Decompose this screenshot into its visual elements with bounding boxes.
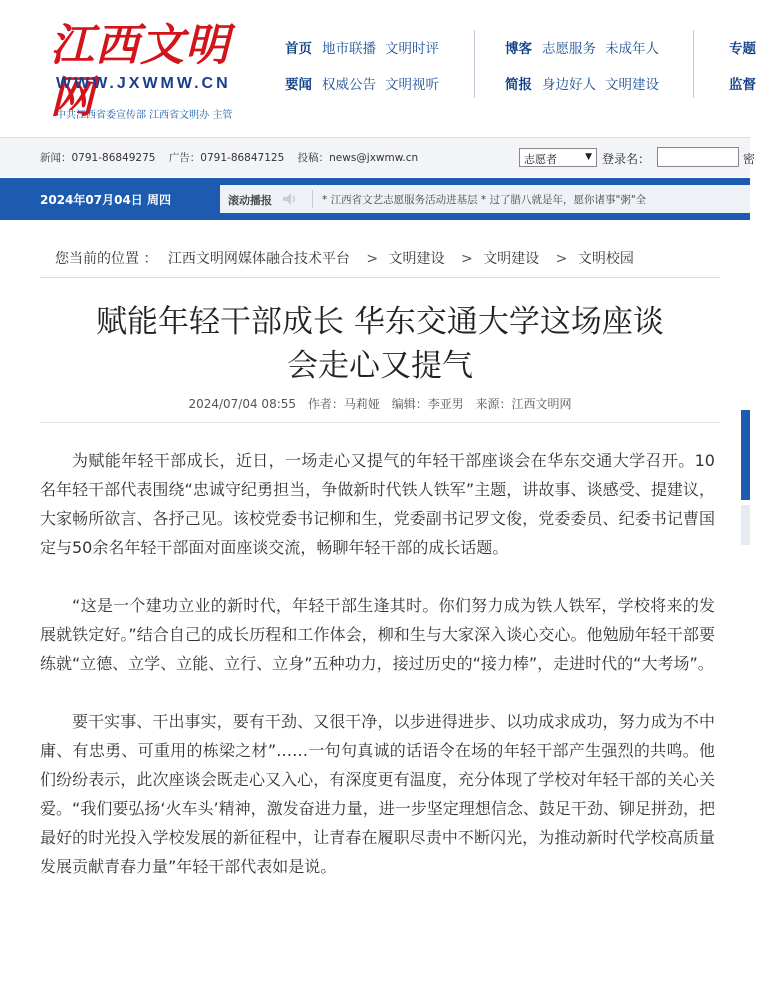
- nav-item-briefing[interactable]: 简报: [505, 77, 532, 93]
- breadcrumb-item[interactable]: 文明建设: [483, 251, 540, 267]
- nav-item-headlines[interactable]: 要闻: [285, 77, 312, 93]
- breadcrumb-item[interactable]: 文明校园: [577, 251, 634, 267]
- article-meta: [40, 395, 720, 412]
- article-paragraph: “这是一个建功立业的新时代，年轻干部生逢其时。你们努力成为铁人铁军，学校将来的发展就铁定好。”结合自己的成长历程和工作体会，柳和生与大家深入谈心交心。他勉励年轻干部要练就“立德、立学、立能、立行、立身”五种功力，接过历史的“接力棒”，走进时代的“大考场”。: [40, 596, 715, 673]
- password-label: 密: [743, 152, 756, 166]
- nav-item-topics[interactable]: 专题: [729, 41, 756, 57]
- nav-item-volunteer[interactable]: 志愿服务: [542, 41, 596, 57]
- breadcrumb-separator: >: [461, 251, 473, 267]
- site-header: [0, 0, 756, 137]
- nav-divider: [693, 30, 694, 98]
- nav-row: [505, 28, 668, 66]
- ticker-divider: [312, 190, 313, 208]
- breadcrumb: [55, 248, 640, 268]
- news-ticker: [220, 185, 750, 213]
- article-source: 来源：江西文明网: [475, 397, 572, 411]
- article-title: [40, 300, 720, 388]
- site-logo[interactable]: [50, 20, 260, 123]
- nav-divider: [474, 30, 475, 98]
- nav-item-blog[interactable]: 博客: [505, 41, 532, 57]
- side-float-tab[interactable]: [741, 505, 750, 545]
- breadcrumb-prefix: 您当前的位置 ：: [55, 251, 158, 267]
- article-editor: 编辑：李亚男: [391, 397, 464, 411]
- ad-phone: 广告：0791-86847125: [168, 152, 285, 164]
- current-date: 2024年07月04日 周四: [40, 193, 171, 207]
- article-datetime: 2024/07/04 08:55: [188, 397, 297, 411]
- nav-item-supervision[interactable]: 监督: [729, 77, 756, 93]
- nav-row: [505, 64, 668, 102]
- breadcrumb-item[interactable]: 文明建设: [388, 251, 445, 267]
- news-phone: 新闻：0791-86849275: [40, 152, 156, 164]
- breadcrumb-divider: [40, 277, 720, 278]
- breadcrumb-separator: >: [555, 251, 568, 267]
- logo-text: 江西文明网: [50, 20, 230, 123]
- speaker-icon: [282, 192, 298, 206]
- logo-url: WWW.JXWMW.CN: [56, 75, 231, 92]
- article-body: [40, 446, 715, 910]
- nav-item-civilization[interactable]: 文明建设: [605, 77, 659, 93]
- contact-bar: [0, 137, 756, 177]
- nav-row: [285, 28, 448, 66]
- article-paragraph: 要干实事、干出事实，要有干劲、又很干净，以步进得进步、以功成求成功，努力成为不中庸、有忠勇、可重用的栋梁之材”……一句句真诚的话语令在场的年轻干部产生强烈的共鸣。他们纷纷表示，此次座谈会既走心又入心，有深度更有温度，充分体现了学校对年轻干部的关心关爱。“我们要弘扬‘火车头’精神，激发奋进力量，进一步坚定理想信念、鼓足干劲、铆足拼劲，把最好的时光投入学校发展的新征程中，让青春在履职尽责中不断闪光，为推动新时代学校高质量发展贡献青春力量”年轻干部代表如是说。: [40, 712, 715, 876]
- ticker-label: 滚动播报: [228, 194, 272, 207]
- nav-item-commentary[interactable]: 文明时评: [385, 41, 439, 57]
- contact-info: [40, 150, 418, 165]
- nav-row: [729, 64, 766, 102]
- nav-item-home[interactable]: 首页: [285, 41, 312, 57]
- nav-item-media[interactable]: 文明视听: [385, 77, 439, 93]
- nav-item-good-people[interactable]: 身边好人: [542, 77, 596, 93]
- breadcrumb-item[interactable]: 江西文明网媒体融合技术平台: [167, 251, 350, 267]
- article-title-line: 会走心又提气: [287, 348, 473, 384]
- role-select[interactable]: [519, 148, 597, 167]
- meta-divider: [40, 422, 720, 423]
- submission-email[interactable]: 投稿：news@jxwmw.cn: [297, 152, 419, 164]
- date-bar: [0, 178, 750, 220]
- article-paragraph: 为赋能年轻干部成长，近日，一场走心又提气的年轻干部座谈会在华东交通大学召开。10名年轻干部代表围绕“忠诚守纪勇担当，争做新时代铁人铁军”主题，讲故事、谈感受、提建议，大家畅所欲言、各抒己见。该校党委书记柳和生，党委副书记罗文俊，党委委员、纪委书记曹国定与50余名年轻干部面对面座谈交流，畅聊年轻干部的成长话题。: [40, 451, 715, 557]
- breadcrumb-separator: >: [366, 251, 379, 267]
- nav-row: [285, 64, 448, 102]
- article-author: 作者：马莉娅: [307, 397, 380, 411]
- nav-item-city-news[interactable]: 地市联播: [322, 41, 376, 57]
- role-select-value: 志愿者: [524, 153, 557, 166]
- chevron-down-icon: ▼: [585, 152, 592, 162]
- nav-row: [729, 28, 766, 66]
- nav-item-announcements[interactable]: 权威公告: [322, 77, 376, 93]
- ticker-text[interactable]: * 江西省文艺志愿服务活动进基层 * 过了腊八就是年，愿你诸事"粥"全: [322, 194, 647, 206]
- login-input[interactable]: [657, 147, 739, 167]
- logo-subtitle: 中共江西省委宣传部 江西省文明办 主管: [56, 110, 233, 121]
- login-label: 登录名：: [602, 152, 651, 166]
- side-float-tab[interactable]: [741, 410, 750, 500]
- article-title-line: 赋能年轻干部成长 华东交通大学这场座谈: [96, 304, 664, 340]
- nav-item-minors[interactable]: 未成年人: [605, 41, 659, 57]
